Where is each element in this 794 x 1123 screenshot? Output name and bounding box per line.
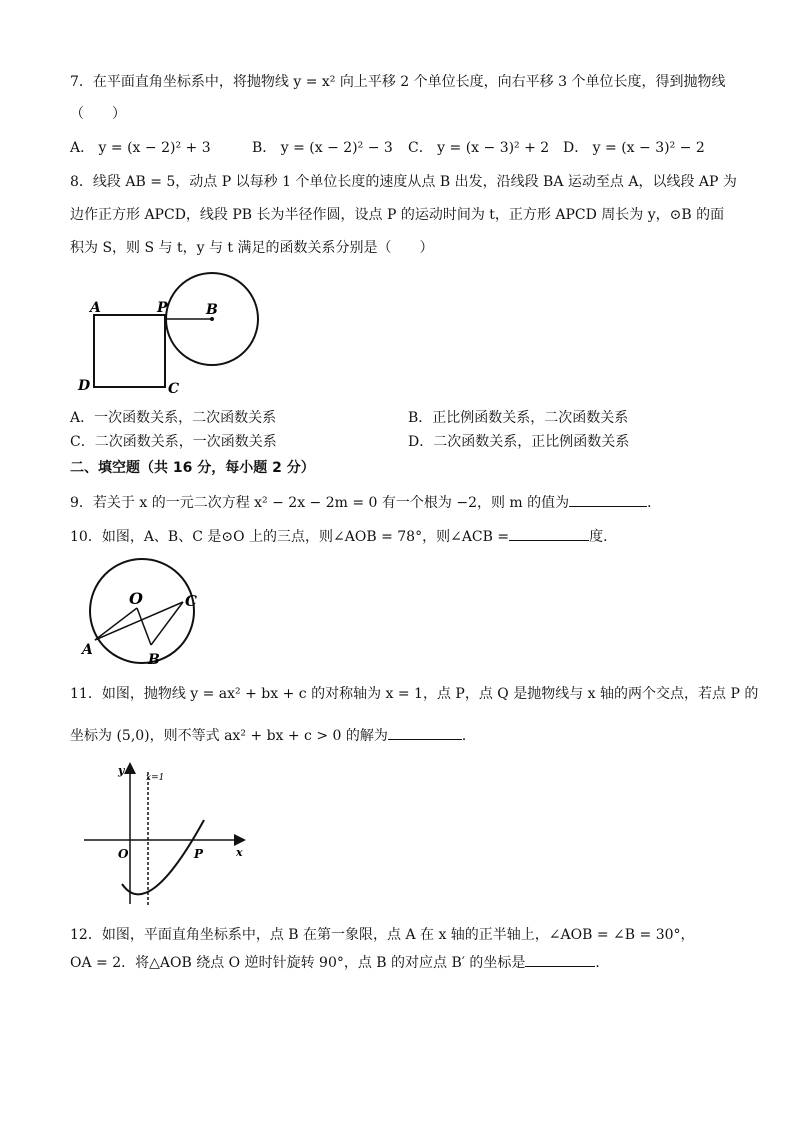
- q10-stem: 10．如图，A、B、C 是⊙O 上的三点，则∠AOB = 78°，则∠ACB =: [70, 529, 510, 545]
- q10-line: [70, 526, 617, 547]
- q8-label-c: C: [168, 381, 180, 397]
- q8-label-a: A: [90, 300, 101, 316]
- q12-line2: [70, 952, 609, 973]
- q9-end: ．: [647, 495, 662, 511]
- q10-end: 度．: [589, 529, 618, 545]
- q8-option-a: A．一次函数关系，二次函数关系: [70, 410, 277, 426]
- q11-stem-line1: 11．如图，抛物线 y = ax² + bx + c 的对称轴为 x = 1，点 P，点 Q 是抛物线与 x 轴的两个交点，若点 P 的: [70, 686, 759, 702]
- q7-option-a: A． y = (x − 2)² + 3: [70, 140, 211, 156]
- q8-label-b: B: [206, 302, 218, 318]
- q10-circle-o: [90, 559, 194, 663]
- q10-label-a: A: [82, 642, 93, 658]
- q8-option-c: C．二次函数关系，一次函数关系: [70, 434, 277, 450]
- q11-label-axis: x=1: [146, 773, 165, 783]
- q11-figure: [82, 760, 252, 910]
- section-fill-in-title: 二、填空题（共 16 分，每小题 2 分）: [70, 460, 315, 476]
- q12-answer-blank[interactable]: [525, 952, 595, 967]
- q7-option-b: B． y = (x − 2)² − 3: [252, 140, 393, 156]
- q11-label-p: P: [194, 847, 204, 861]
- q10-figure: [78, 558, 208, 670]
- q11-label-x: x: [236, 846, 243, 859]
- q12-end: ．: [595, 955, 610, 971]
- q12-stem-line1: 12．如图，平面直角坐标系中，点 B 在第一象限，点 A 在 x 轴的正半轴上，∠AOB = ∠B = 30°，: [70, 927, 695, 943]
- q8-stem-line1: 8．线段 AB = 5，动点 P 以每秒 1 个单位长度的速度从点 B 出发，沿线段 BA 运动至点 A，以线段 AP 为: [70, 174, 737, 190]
- q11-label-y: y: [118, 764, 125, 777]
- q8-label-p: P: [157, 300, 168, 316]
- q10-segment-ob: [137, 608, 151, 645]
- q8-square-apcd: [94, 315, 165, 387]
- q8-stem-line2: 边作正方形 APCD，线段 PB 长为半径作圆，设点 P 的运动时间为 t，正方形 APCD 周长为 y，⊙B 的面: [70, 207, 725, 223]
- q8-option-b: B．正比例函数关系，二次函数关系: [408, 410, 629, 426]
- q10-label-b: B: [148, 652, 160, 668]
- q7-option-c: C． y = (x − 3)² + 2: [408, 140, 550, 156]
- q10-label-c: C: [185, 592, 197, 610]
- q7-option-d: D． y = (x − 3)² − 2: [563, 140, 705, 156]
- q11-line2: [70, 725, 476, 746]
- q10-label-o: O: [129, 589, 143, 608]
- q11-stem-line2: 坐标为 (5,0)，则不等式 ax² + bx + c > 0 的解为: [70, 728, 388, 744]
- q7-stem-line1: 7．在平面直角坐标系中，将抛物线 y = x² 向上平移 2 个单位长度，向右平移 3 个单位长度，得到抛物线: [70, 74, 726, 90]
- q8-stem-line3: 积为 S，则 S 与 t，y 与 t 满足的函数关系分别是（ ）: [70, 240, 434, 256]
- q8-label-d: D: [78, 378, 91, 394]
- q9-answer-blank[interactable]: [569, 492, 647, 507]
- q11-parabola: [122, 820, 204, 894]
- q10-answer-blank[interactable]: [509, 526, 589, 541]
- q9-line: [70, 492, 661, 513]
- q7-answer-paren: （ ）: [70, 106, 126, 122]
- q11-end: ．: [461, 728, 476, 744]
- q11-answer-blank[interactable]: [388, 725, 462, 740]
- q8-figure: [72, 272, 272, 402]
- q11-label-o: O: [118, 847, 129, 861]
- q8-option-d: D．二次函数关系，正比例函数关系: [408, 434, 630, 450]
- q9-stem: 9．若关于 x 的一元二次方程 x² − 2x − 2m = 0 有一个根为 −2，则 m 的值为: [70, 495, 570, 511]
- q12-stem-line2: OA = 2．将△AOB 绕点 O 逆时针旋转 90°，点 B 的对应点 B′ 的坐标是: [70, 955, 526, 971]
